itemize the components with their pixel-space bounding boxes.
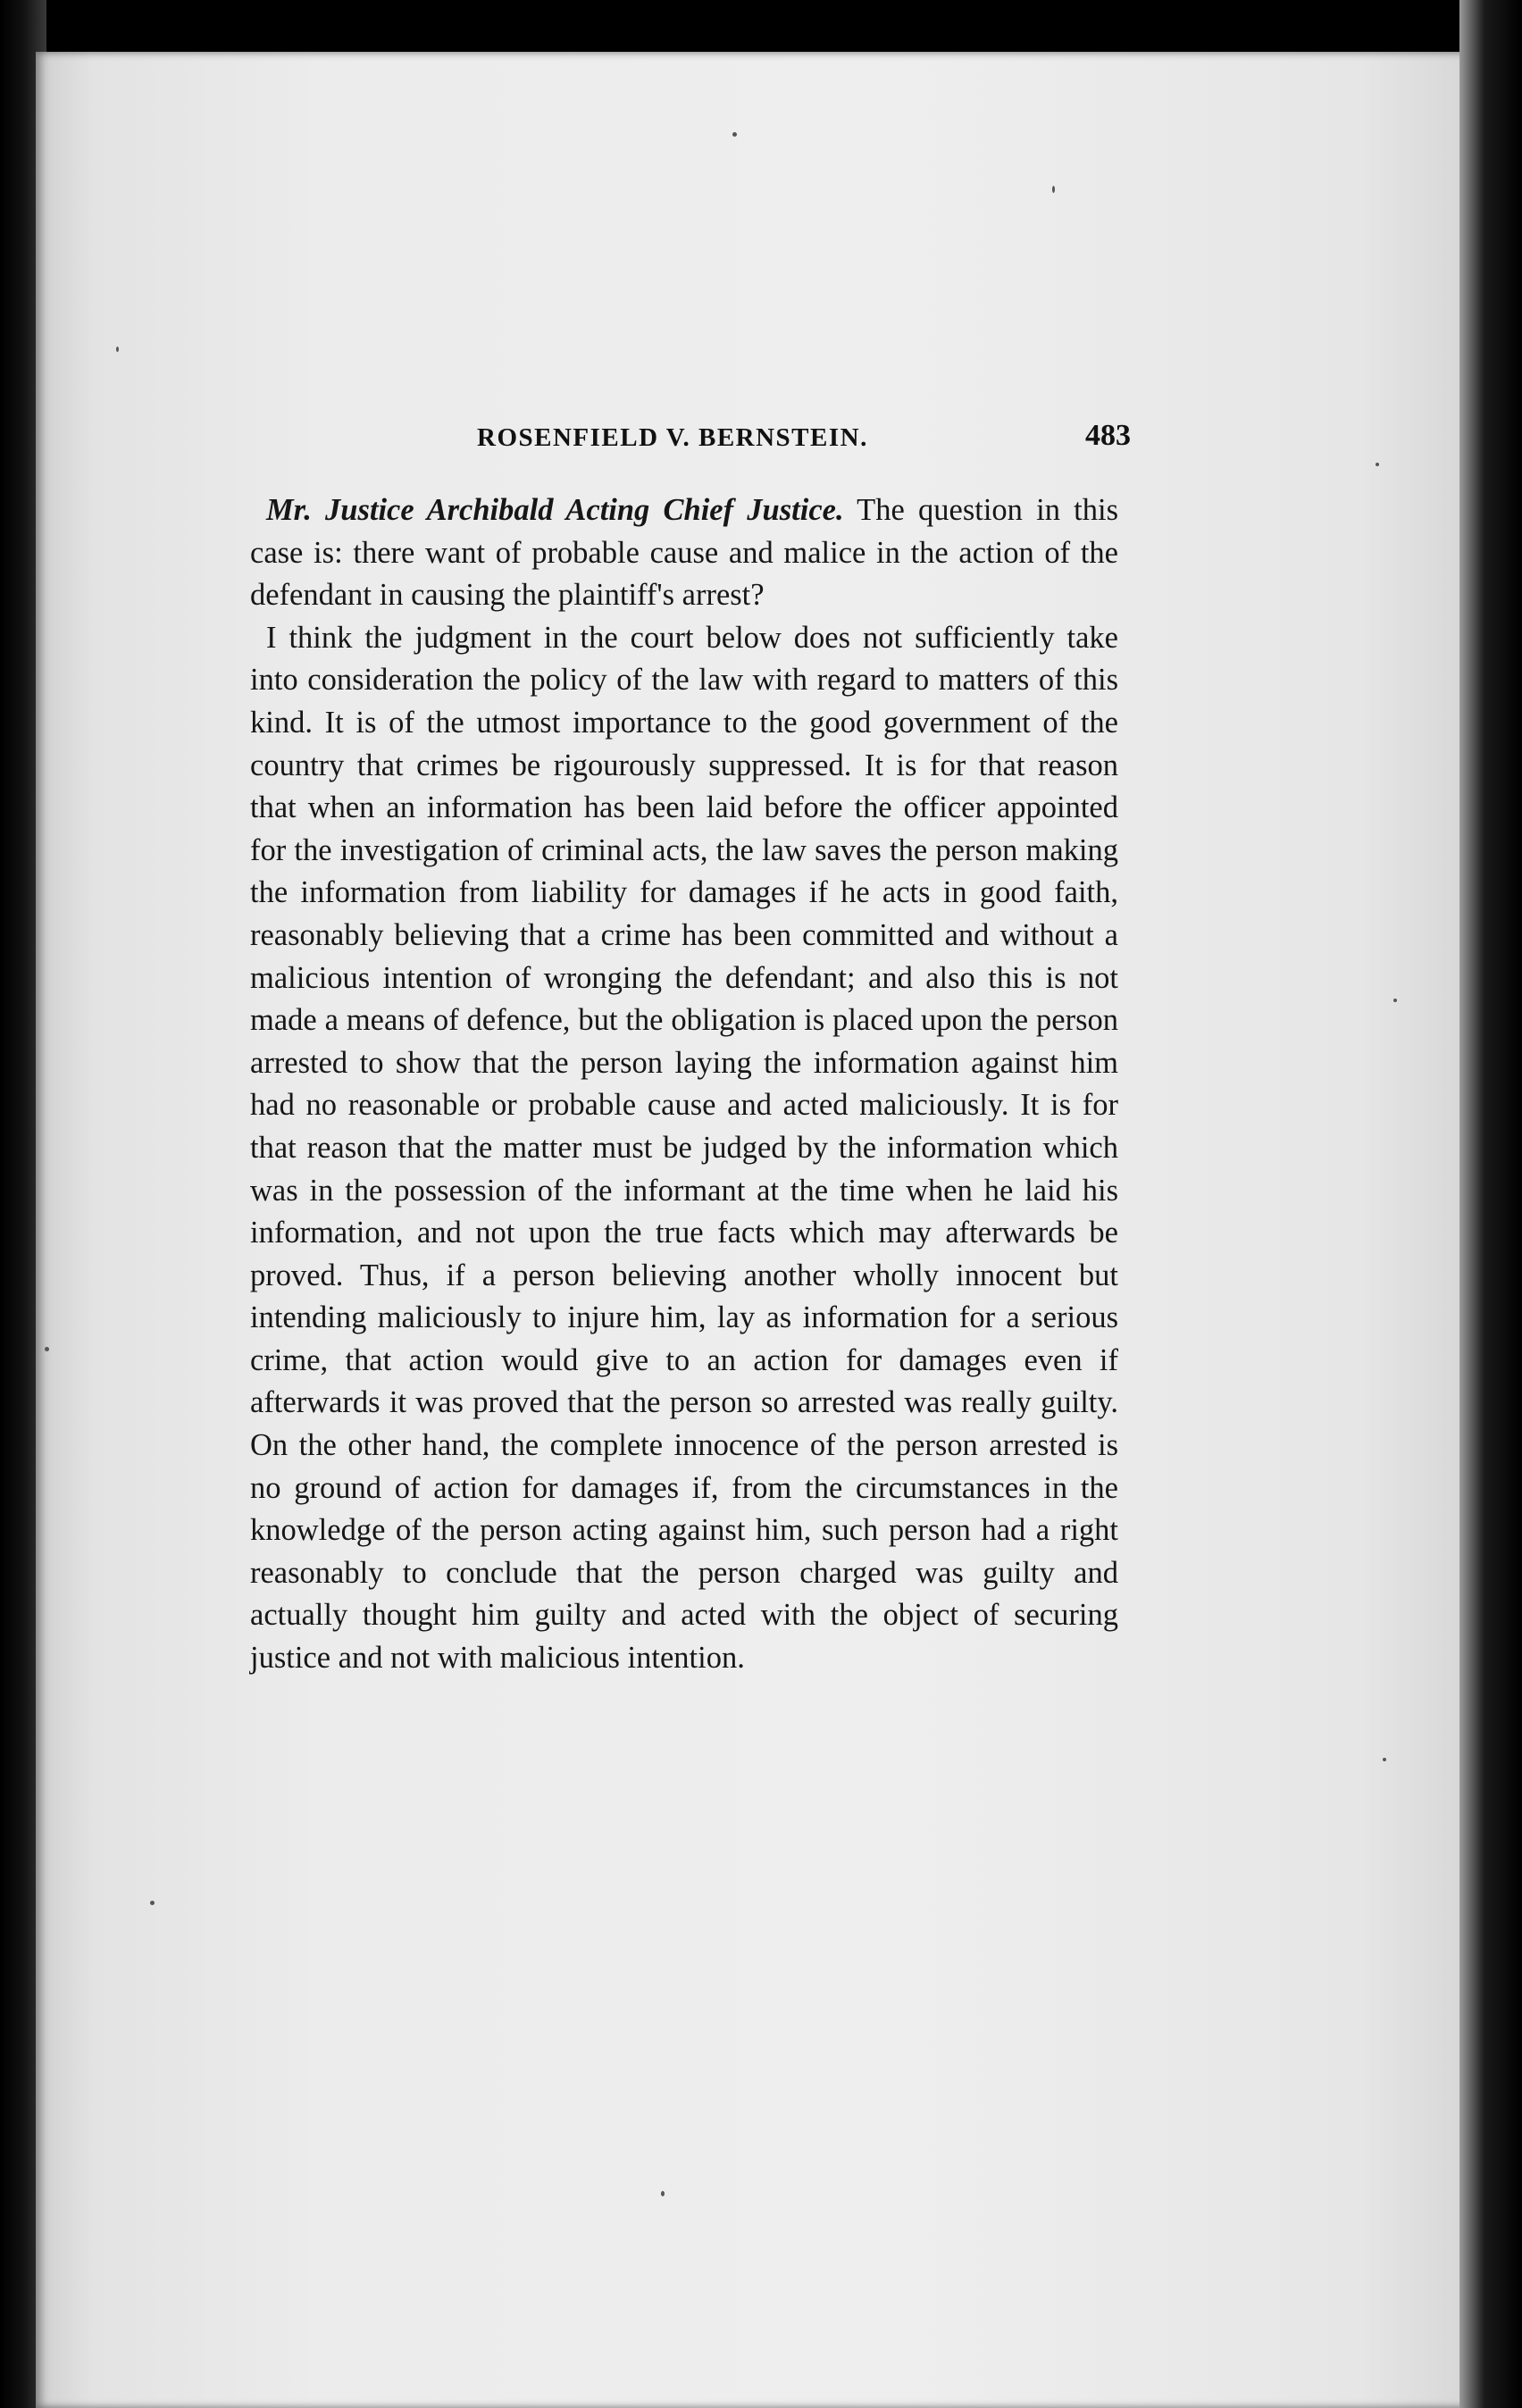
running-head: ROSENFIELD V. BERNSTEIN. [477,423,868,452]
page-right-edge-shadow [1459,0,1522,2408]
paragraph-1-text: The question in this case is: there want of probable cause and malice in the action of the defendant in causing the plaintiff's arrest? [250,493,1118,613]
page-number: 483 [1085,419,1131,452]
paragraph-2: I think the judgment in the court below does not sufficiently take into consideration the policy of the law with regard to matters of this kind. It is of the utmost importance to the good government of the country that crimes be rigourously suppressed. It is for that reason that when an information has been laid before the officer appointed for the investigation of criminal acts, the law saves the person making the information from liability for damages if he acts in good faith, reasonably believing that a crime has been committed and without a malicious intention of wronging the defendant; and also this is not made a means of defence, but the obligation is placed upon the person arrested to show that the person laying the information against him had no reasonable or probable cause and acted maliciously. It is for that reason that the matter must be judged by the information which was in the possession of the informant at the time when he laid his information, and not upon the true facts which may afterwards be proved. Thus, if a person believing another wholly innocent but intending maliciously to injure him, lay as information for a serious crime, that action would give to an action for damages even if afterwards it was proved that the person so arrested was really guilty. On the other hand, the complete innocence of the person arrested is no ground of action for damages if, from the circumstances in the knowledge of the person acting against him, such person had a right reasonably to conclude that the person charged was guilty and actually thought him guilty and acted with the object of securing justice and not with malicious intention. [250,620,1118,1676]
paragraph-1 [250,489,1118,617]
page-header [255,420,1131,473]
page-body [250,489,1118,1680]
speaker-attribution: Mr. Justice Archibald Acting Chief Justice. [266,493,844,527]
